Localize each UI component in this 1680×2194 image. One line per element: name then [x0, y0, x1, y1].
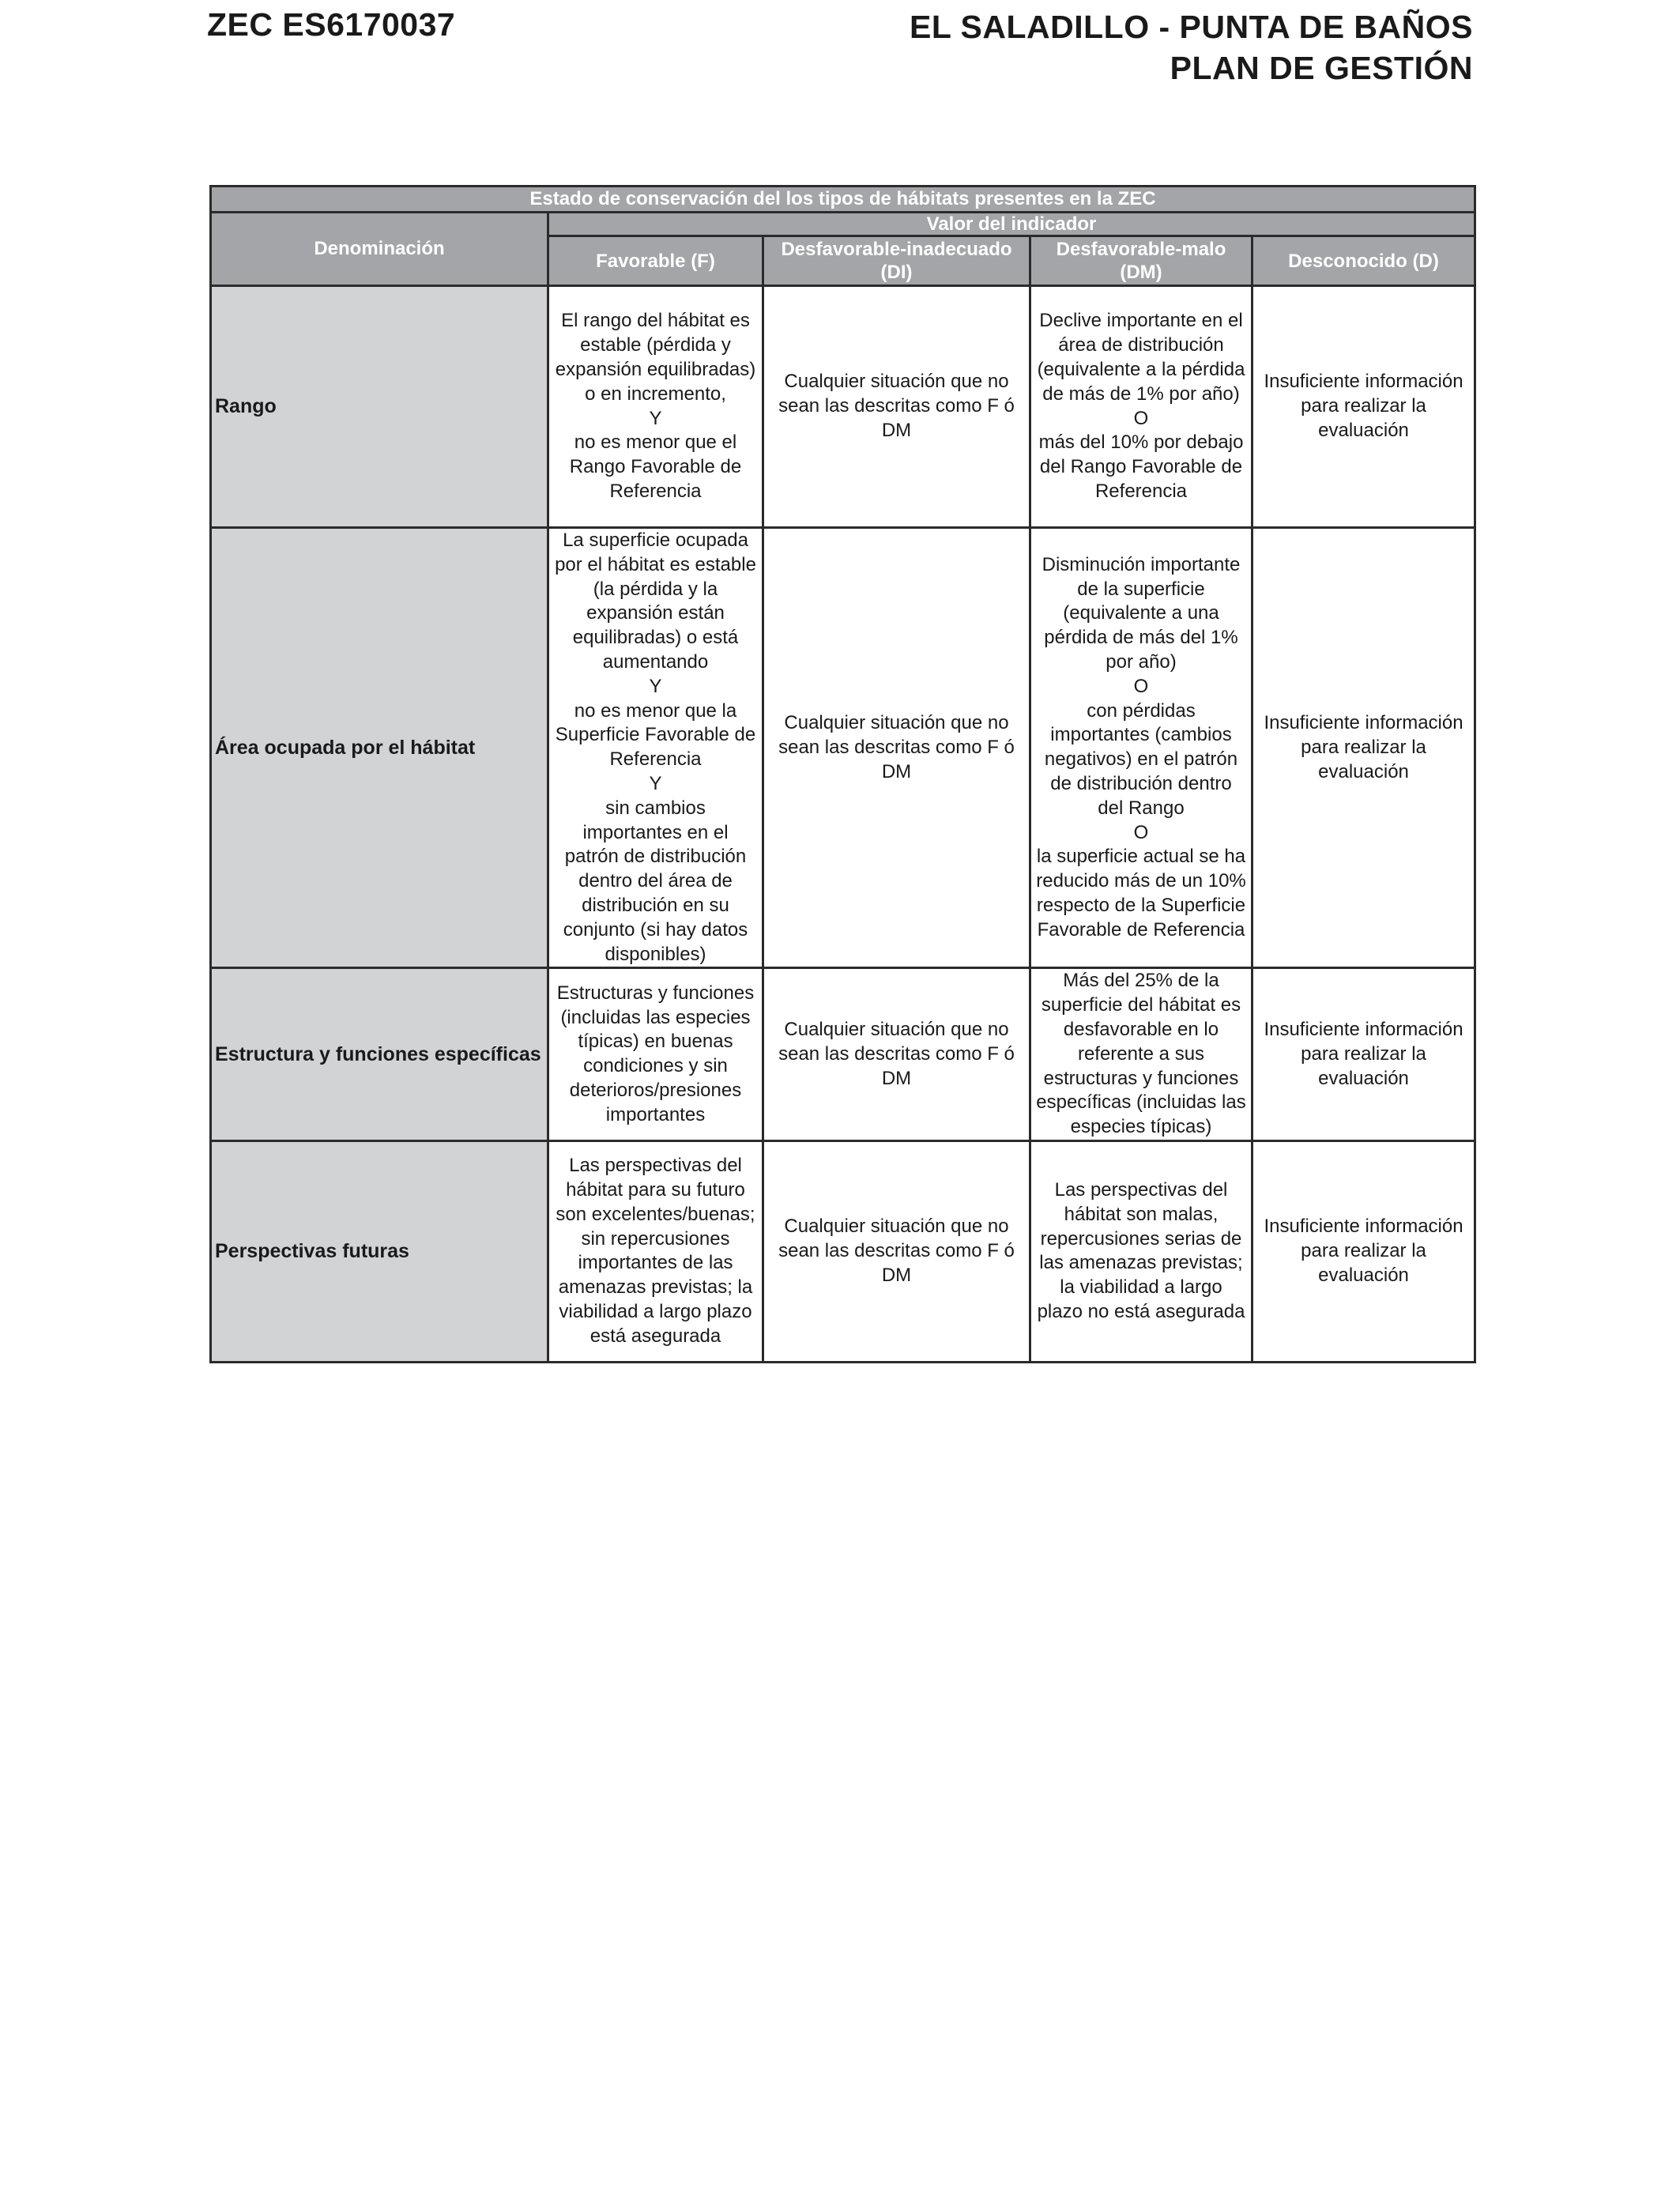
cell-text-line: DM: [881, 760, 912, 782]
cell-text-line: Rango Favorable de: [569, 456, 742, 478]
cell-d: [1252, 286, 1475, 528]
cell-text-line: por el hábitat es estable: [555, 553, 756, 575]
cell-text-line: las amenazas previstas;: [1039, 1252, 1243, 1274]
cell-text-line: sean las descritas como F ó: [778, 1042, 1015, 1065]
column-header-line: (DI): [880, 262, 913, 283]
cell-text-line: con pérdidas: [1087, 699, 1196, 722]
column-header-line: Desconocido (D): [1288, 250, 1439, 272]
column-header-desconocido: [1252, 236, 1475, 286]
cell-dm: [1030, 1140, 1252, 1362]
cell-text-line: dentro del área de: [578, 870, 733, 892]
cell-text-line: no es menor que la: [574, 699, 737, 722]
cell-dm: [1030, 286, 1252, 528]
cell-text-line: amenazas previstas; la: [558, 1276, 753, 1299]
cell-text-line: Las perspectivas del: [569, 1155, 742, 1177]
cell-text-line: aumentando: [602, 650, 709, 673]
cell-text-line: específicas (incluidas las: [1036, 1091, 1246, 1114]
cell-text-line: Cualquier situación que no: [784, 1018, 1009, 1040]
cell-text-line: DM: [881, 419, 912, 441]
cell-text-line: Referencia: [609, 748, 702, 771]
cell-f: [548, 528, 763, 968]
cell-text-line: hábitat para su futuro: [566, 1179, 745, 1201]
table-row: [211, 968, 1475, 1141]
cell-text-line: importantes: [605, 1103, 706, 1125]
column-header-line: Desfavorable-malo: [1056, 239, 1226, 260]
cell-text-line: sin cambios: [605, 797, 706, 819]
cell-text-line: (equivalente a una: [1063, 602, 1219, 624]
cell-f: [548, 286, 763, 528]
cell-text-line: deterioros/presiones: [569, 1079, 742, 1101]
row-label: Área ocupada por el hábitat: [211, 528, 548, 968]
cell-text-line: importantes de las: [578, 1252, 733, 1274]
cell-text-line: Disminución importante: [1042, 553, 1241, 575]
cell-text-line: reducido más de un 10%: [1036, 870, 1246, 892]
cell-text-line: evaluación: [1318, 760, 1409, 782]
denominacion-header: Denominación: [211, 213, 548, 286]
cell-text-line: respecto de la Superficie: [1036, 894, 1246, 916]
cell-text-line: El rango del hábitat es: [561, 310, 750, 332]
cell-text-line: expansión equilibradas): [555, 358, 756, 380]
table-title: Estado de conservación del los tipos de hábitats presentes en la ZEC: [211, 187, 1475, 213]
cell-text-line: Cualquier situación que no: [784, 711, 1009, 733]
cell-text-line: estable (pérdida y: [580, 334, 731, 356]
cell-text-line: de más de 1% por año): [1042, 383, 1240, 405]
cell-text-line: Declive importante en el: [1039, 310, 1243, 332]
cell-d: [1252, 528, 1475, 968]
cell-text-line: por año): [1106, 650, 1177, 673]
row-label: Rango: [211, 286, 548, 528]
cell-text-line: Las perspectivas del: [1054, 1179, 1228, 1201]
table-row: [211, 286, 1475, 528]
cell-text-line: más del 10% por debajo: [1038, 432, 1244, 454]
cell-text-line: área de distribución: [1058, 334, 1224, 356]
cell-text-line: sean las descritas como F ó: [778, 395, 1015, 417]
cell-text-line: hábitat son malas,: [1064, 1203, 1219, 1225]
cell-dm: [1030, 968, 1252, 1141]
row-label: Estructura y funciones específicas: [211, 968, 548, 1141]
cell-text-line: Más del 25% de la: [1063, 970, 1219, 992]
cell-text-line: O: [1133, 821, 1149, 843]
cell-text-line: referente a sus: [1077, 1042, 1205, 1065]
cell-text-line: no es menor que el: [574, 432, 737, 454]
cell-text-line: del Rango Favorable de: [1039, 456, 1243, 478]
cell-text-line: negativos) en el patrón: [1044, 748, 1238, 771]
cell-text-line: evaluación: [1318, 419, 1409, 441]
cell-dm: [1030, 528, 1252, 968]
cell-text-line: viabilidad a largo plazo: [559, 1301, 752, 1323]
cell-text-line: Referencia: [1094, 480, 1188, 502]
cell-text-line: plazo no está asegurada: [1037, 1301, 1245, 1323]
site-name: EL SALADILLO - PUNTA DE BAÑOS: [909, 9, 1473, 45]
cell-text-line: Favorable de Referencia: [1037, 918, 1245, 941]
cell-text-line: de la superficie: [1077, 578, 1205, 600]
cell-text-line: de distribución dentro: [1050, 772, 1232, 794]
cell-text-line: O: [1133, 407, 1149, 429]
cell-text-line: Insuficiente información: [1264, 1216, 1463, 1238]
column-header-desfavorable-inadecuado: [763, 236, 1030, 286]
cell-text-line: desfavorable en lo: [1063, 1018, 1219, 1040]
cell-di: [763, 528, 1030, 968]
cell-text-line: para realizar la: [1301, 736, 1426, 758]
zec-code: ZEC ES6170037: [207, 6, 456, 43]
valor-indicador-header: Valor del indicador: [548, 213, 1475, 236]
cell-text-line: son excelentes/buenas;: [556, 1203, 755, 1225]
table-row: [211, 1140, 1475, 1362]
cell-text-line: especies típicas): [1070, 1116, 1212, 1138]
cell-text-line: Superficie Favorable de: [555, 724, 756, 746]
cell-text-line: (la pérdida y la: [593, 578, 718, 600]
cell-text-line: sin repercusiones: [581, 1227, 730, 1250]
cell-text-line: (incluidas las especies: [560, 1006, 751, 1028]
cell-text-line: Referencia: [609, 480, 702, 502]
cell-text-line: sean las descritas como F ó: [778, 1240, 1015, 1262]
cell-text-line: importantes en el: [582, 821, 729, 843]
cell-text-line: distribución en su: [582, 894, 729, 916]
document-header: [910, 6, 1473, 89]
cell-text-line: Y: [649, 772, 662, 794]
column-header-line: (DM): [1120, 262, 1162, 283]
cell-f: [548, 1140, 763, 1362]
conservation-status-table: [209, 185, 1476, 1363]
cell-d: [1252, 968, 1475, 1141]
cell-text-line: DM: [881, 1264, 912, 1286]
column-header-desfavorable-malo: [1030, 236, 1252, 286]
cell-text-line: superficie del hábitat es: [1041, 994, 1241, 1016]
cell-di: [763, 968, 1030, 1141]
cell-text-line: O: [1133, 675, 1149, 697]
cell-text-line: importantes (cambios: [1050, 724, 1232, 746]
cell-text-line: Insuficiente información: [1264, 711, 1463, 733]
cell-text-line: para realizar la: [1301, 1240, 1426, 1262]
cell-text-line: equilibradas) o está: [572, 627, 739, 649]
cell-text-line: disponibles): [605, 943, 706, 965]
column-header-line: Desfavorable-inadecuado: [781, 239, 1012, 260]
cell-f: [548, 968, 763, 1141]
cell-text-line: expansión están: [586, 602, 725, 624]
cell-text-line: sean las descritas como F ó: [778, 736, 1015, 758]
cell-text-line: pérdida de más del 1%: [1044, 627, 1238, 649]
cell-text-line: (equivalente a la pérdida: [1037, 358, 1245, 380]
cell-text-line: típicas) en buenas: [578, 1031, 733, 1053]
cell-text-line: Insuficiente información: [1264, 371, 1463, 393]
column-header-line: Favorable (F): [596, 250, 715, 272]
column-header-favorable: [548, 236, 763, 286]
cell-text-line: condiciones y sin: [583, 1055, 728, 1077]
cell-text-line: La superficie ocupada: [563, 530, 748, 551]
cell-text-line: la viabilidad a largo: [1060, 1276, 1222, 1299]
cell-text-line: Cualquier situación que no: [784, 1216, 1009, 1238]
cell-text-line: conjunto (si hay datos: [563, 918, 748, 941]
cell-text-line: evaluación: [1318, 1264, 1409, 1286]
table-row: [211, 528, 1475, 968]
cell-text-line: para realizar la: [1301, 395, 1426, 417]
document-type: PLAN DE GESTIÓN: [1170, 50, 1473, 86]
cell-text-line: Insuficiente información: [1264, 1018, 1463, 1040]
cell-text-line: patrón de distribución: [564, 846, 747, 868]
cell-text-line: del Rango: [1098, 797, 1185, 819]
cell-text-line: Cualquier situación que no: [784, 371, 1009, 393]
cell-di: [763, 286, 1030, 528]
cell-text-line: para realizar la: [1301, 1042, 1426, 1065]
cell-text-line: Y: [649, 675, 662, 697]
cell-text-line: repercusiones serias de: [1040, 1227, 1242, 1250]
cell-text-line: o en incremento,: [585, 383, 726, 405]
cell-text-line: evaluación: [1318, 1067, 1409, 1089]
cell-text-line: la superficie actual se ha: [1036, 846, 1246, 868]
cell-text-line: Estructuras y funciones: [556, 982, 755, 1004]
cell-d: [1252, 1140, 1475, 1362]
row-label: Perspectivas futuras: [211, 1140, 548, 1362]
cell-text-line: está asegurada: [590, 1325, 721, 1347]
cell-text-line: Y: [649, 407, 662, 429]
cell-di: [763, 1140, 1030, 1362]
cell-text-line: estructuras y funciones: [1043, 1067, 1239, 1089]
cell-text-line: DM: [881, 1067, 912, 1089]
